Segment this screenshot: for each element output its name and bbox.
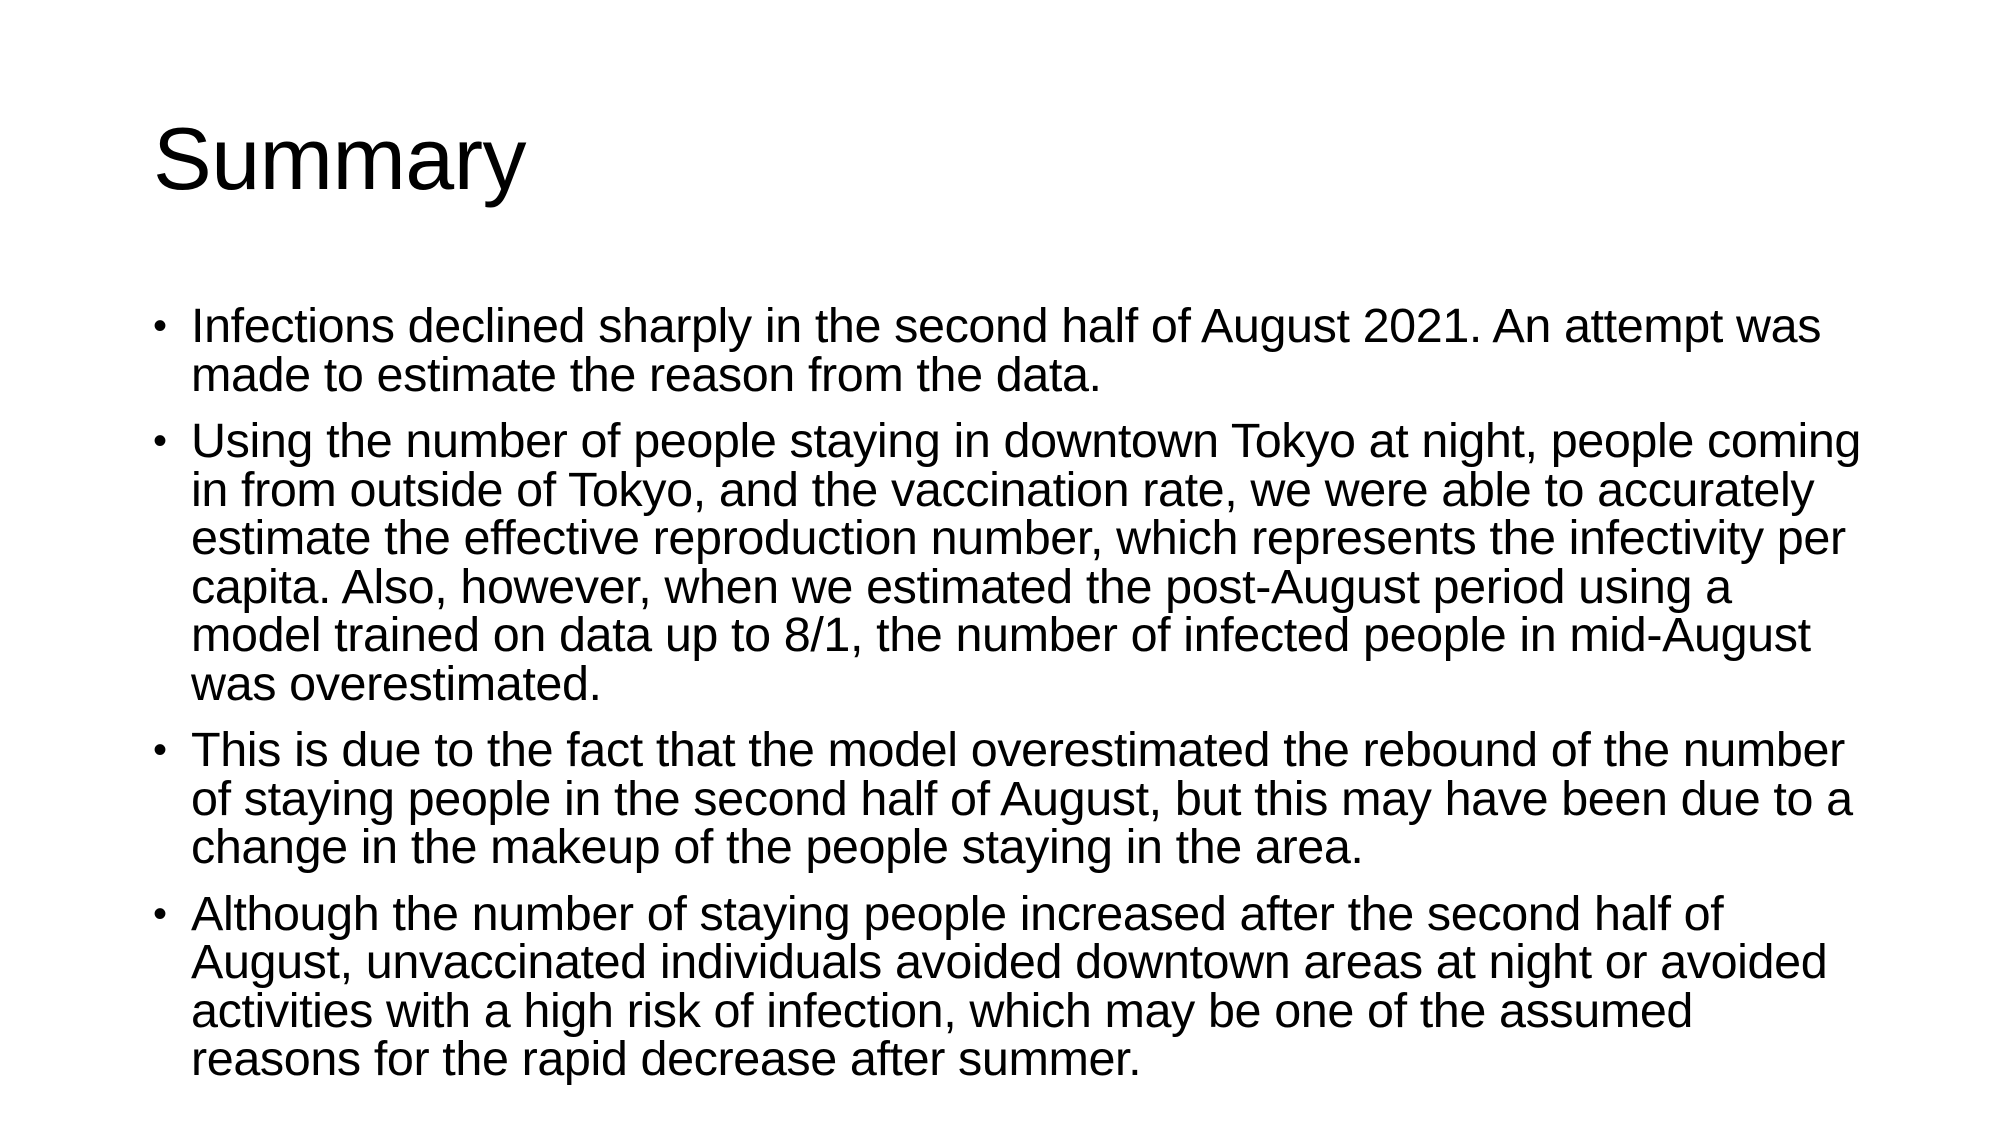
bullet-text: Using the number of people staying in downtown Tokyo at night, people coming in from outside of Tokyo, and the vaccination rate, we were able to accurately estimate the effective reproduction number, which represents the infectivity per capita. Also, however, when we estimated the post-August period using a model trained on data up to 8/1, the number of infected people in mid-August was overestimated.: [191, 414, 1861, 711]
bullet-text: Infections declined sharply in the second half of August 2021. An attempt was made to estimate the reason from the data.: [191, 299, 1822, 402]
bullet-item: [153, 299, 1873, 402]
bullet-list: [153, 299, 1873, 1102]
bullet-dot-icon: •: [153, 891, 167, 936]
bullet-dot-icon: •: [153, 419, 167, 463]
bullet-dot-icon: •: [153, 728, 167, 772]
bullet-item: [153, 886, 1873, 1086]
bullet-text: Although the number of staying people increased after the second half of August, unvaccinated individuals avoided downtown areas at night or avoided activities with a high risk of infection, which may be one of the assumed reasons for the rapid decrease after summer.: [191, 886, 1828, 1086]
bullet-dot-icon: •: [153, 304, 167, 348]
slide-title: Summary: [153, 109, 526, 208]
bullet-text: This is due to the fact that the model overestimated the rebound of the number of staying people in the second half of August, but this may have been due to a change in the makeup of the people staying in the area.: [191, 723, 1853, 874]
bullet-item: [153, 723, 1873, 874]
bullet-item: [153, 414, 1873, 711]
